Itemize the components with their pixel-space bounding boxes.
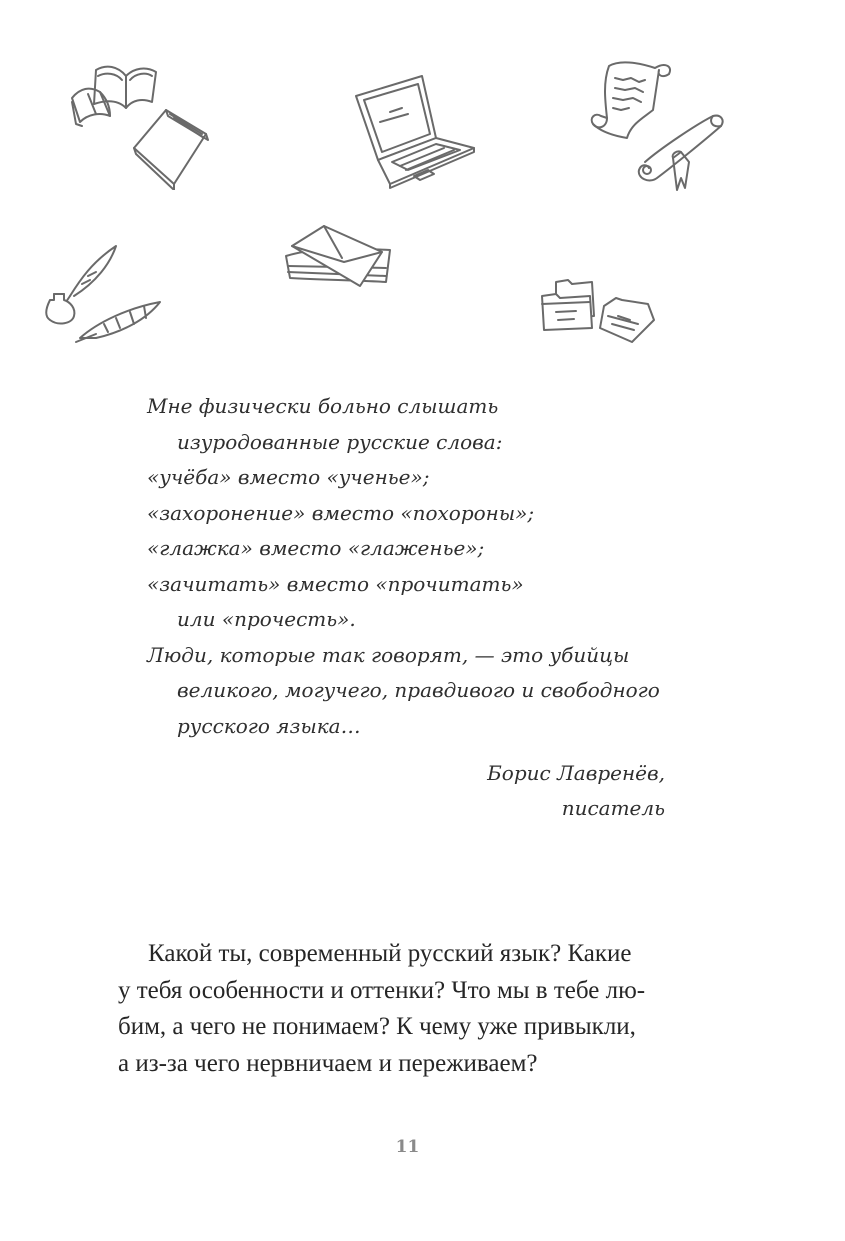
epigraph-line: Люди, которые так говорят, — это убийцы <box>147 642 630 667</box>
body-paragraph <box>118 936 698 1082</box>
laptop-icon <box>350 72 480 190</box>
scroll-icon <box>585 58 730 203</box>
author-role: писатель <box>561 796 665 820</box>
open-books-icon <box>66 58 216 190</box>
paragraph-line: Какой ты, современный русский язык? Какие <box>148 940 632 967</box>
quill-inkwell-icon <box>40 240 170 346</box>
author-name: Борис Лавренёв, <box>487 761 665 785</box>
epigraph-line: изуродованные русские слова: <box>177 429 503 454</box>
page-number: 11 <box>395 1137 420 1157</box>
paragraph-line: у тебя особенности и оттенки? Что мы в тебе лю- <box>118 976 646 1004</box>
epigraph-attribution <box>487 756 665 826</box>
epigraph-line: «глажка» вместо «глаженье»; <box>147 536 485 560</box>
epigraph-line: или «прочесть». <box>177 607 356 631</box>
epigraph-line: великого, могучего, правдивого и свободного <box>177 678 660 702</box>
paragraph-line: бим, а чего не понимаем? К чему уже привыкли, <box>118 1013 636 1040</box>
envelopes-icon <box>282 222 397 292</box>
epigraph-line: Мне физически больно слышать <box>147 394 499 418</box>
epigraph-line: русского языка… <box>177 713 361 738</box>
epigraph-line: «учёба» вместо «ученье»; <box>147 465 430 489</box>
epigraph-line: «зачитать» вместо «прочитать» <box>147 571 524 596</box>
folders-icon <box>536 276 662 346</box>
epigraph <box>147 389 707 744</box>
epigraph-line: «захоронение» вместо «похороны»; <box>147 500 535 525</box>
paragraph-line: а из-за чего нервничаем и переживаем? <box>118 1049 538 1077</box>
